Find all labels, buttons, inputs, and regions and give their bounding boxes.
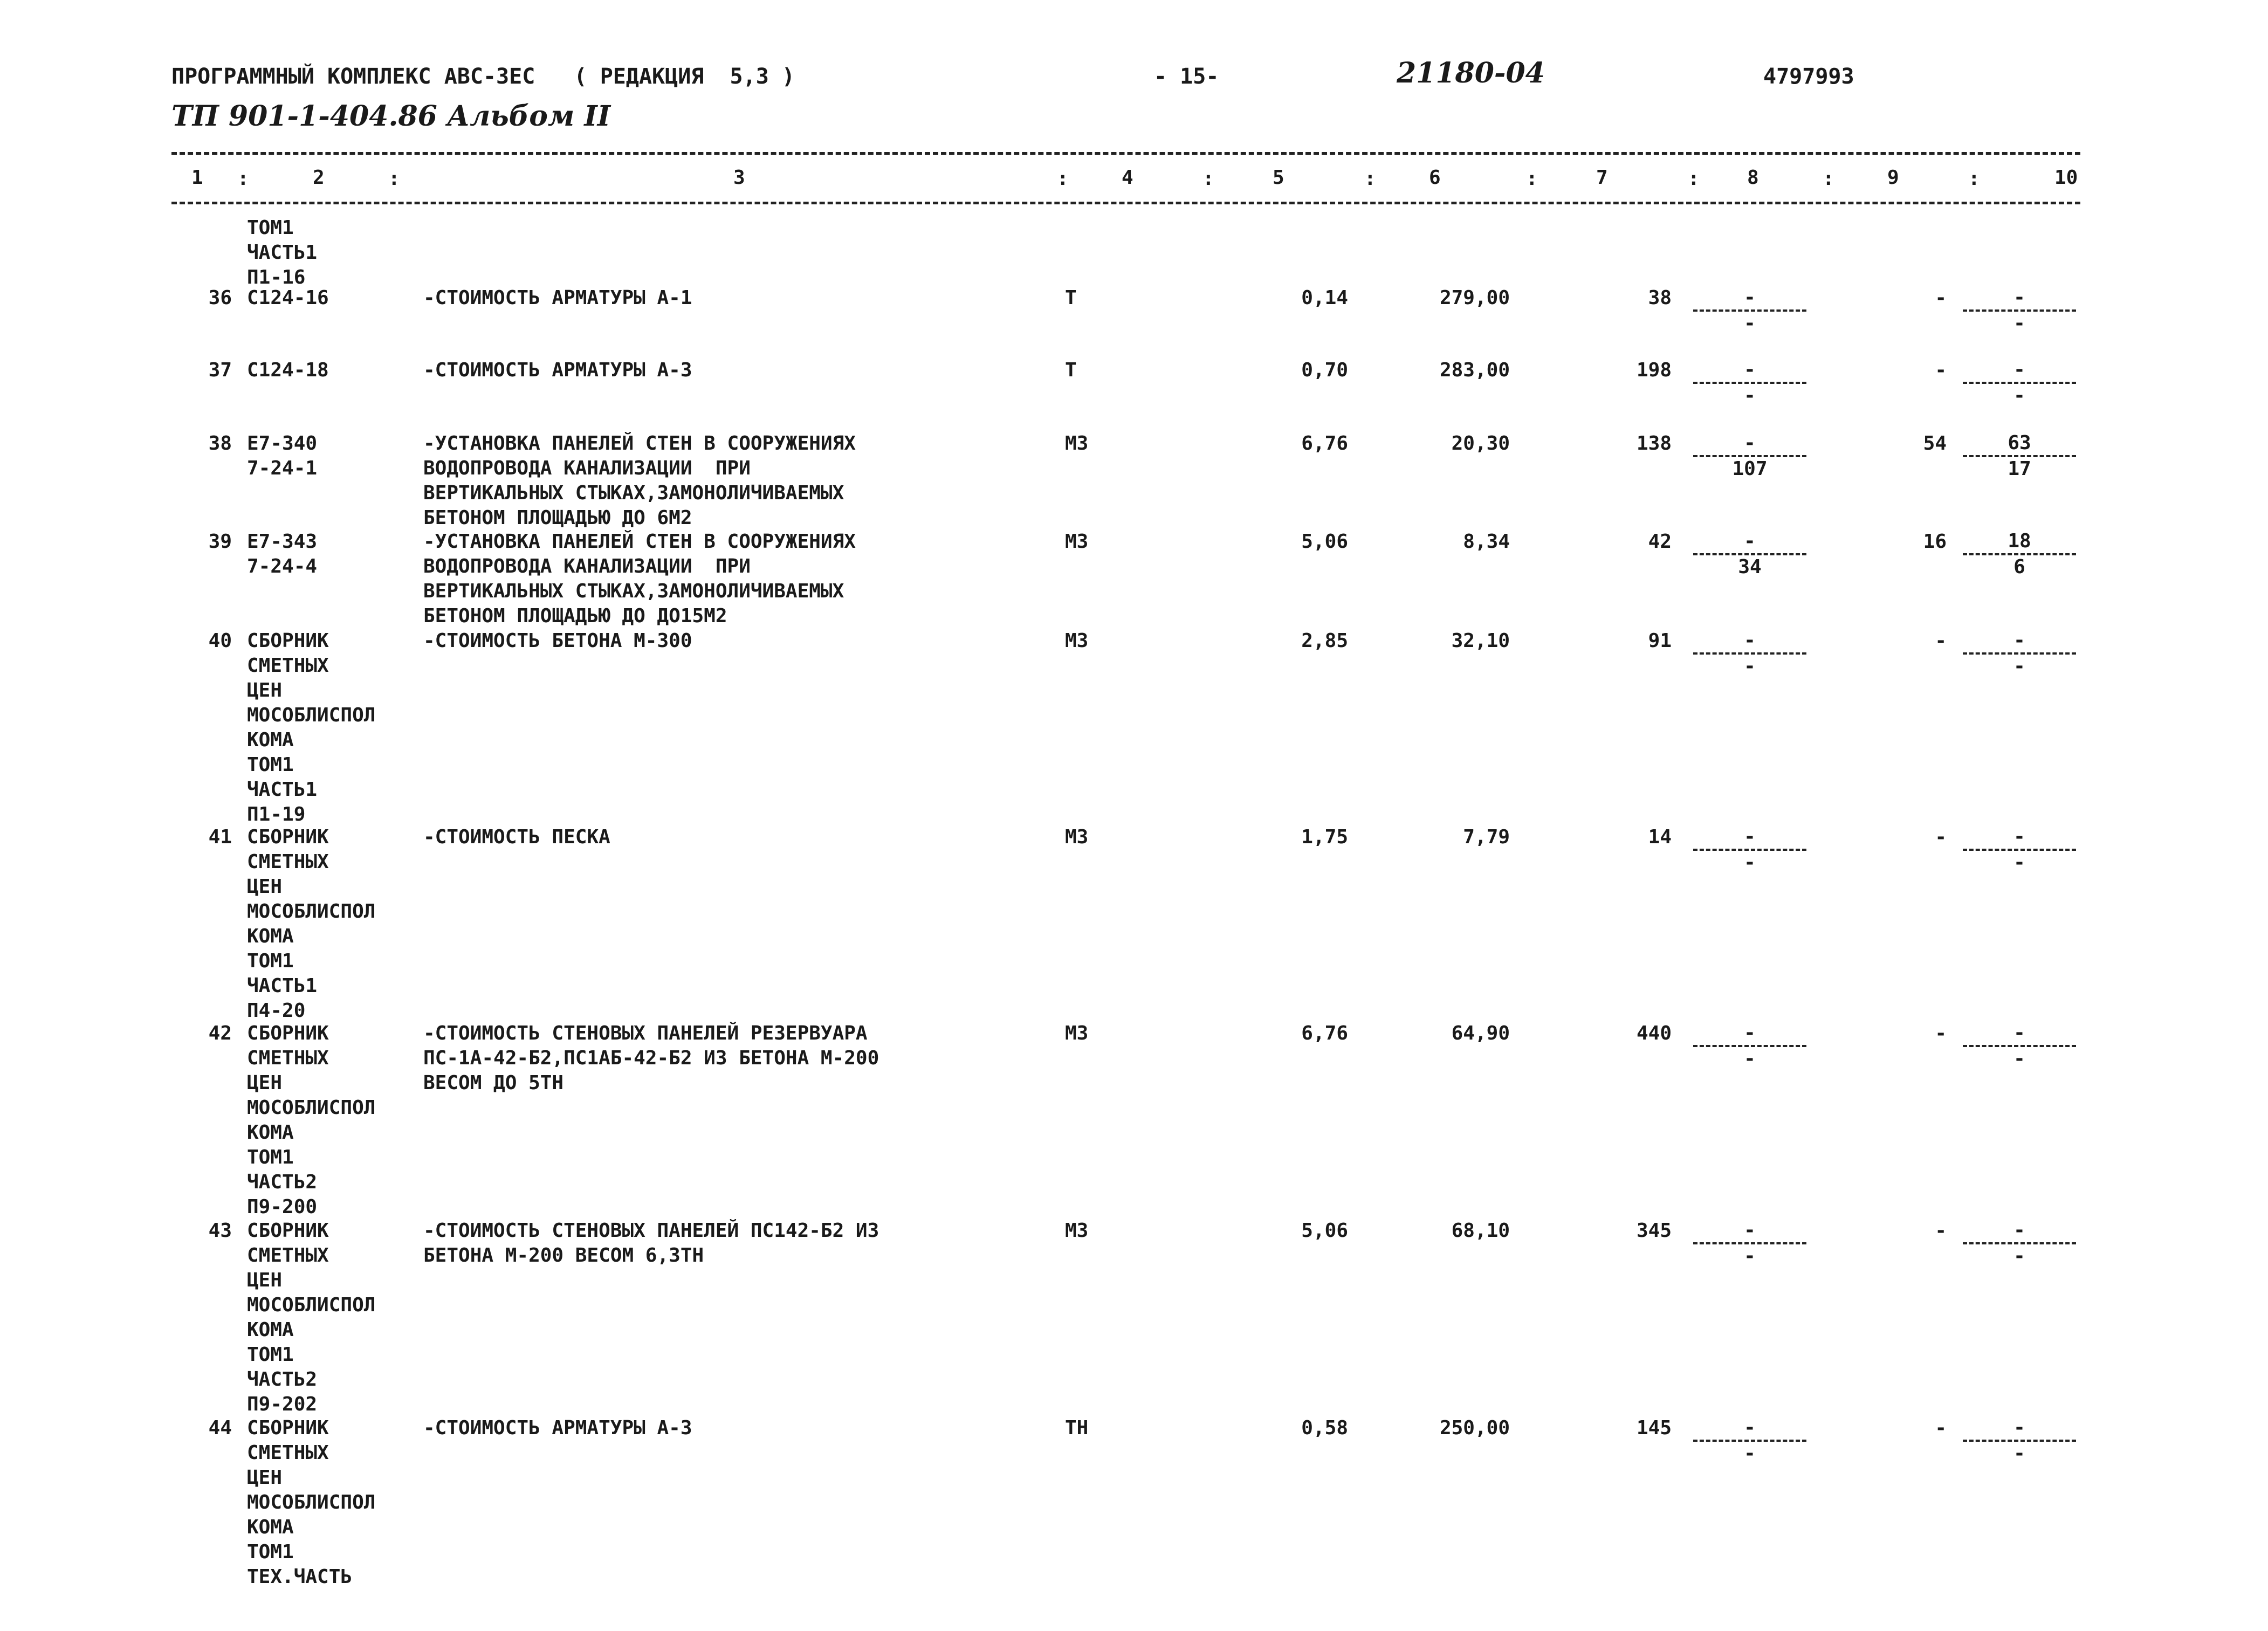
row-description-line: ВЕСОМ ДО 5ТН <box>423 1072 564 1094</box>
row-col10-fraction-denominator: - <box>2013 312 2025 334</box>
row-code-line: КОМА <box>247 1319 294 1341</box>
row-col10-fraction-numerator: - <box>2013 359 2025 381</box>
column-header-9: 9 <box>1887 167 1899 189</box>
row-quantity: 5,06 <box>1301 531 1348 553</box>
row-code-line: ТОМ1 <box>247 1541 294 1563</box>
row-number: 41 <box>208 826 232 848</box>
row-col10-fraction <box>1963 529 2076 579</box>
row-code-line: ЧАСТЬ2 <box>247 1368 318 1391</box>
row-code-line: СМЕТНЫХ <box>247 1244 329 1267</box>
row-code-line: ЧАСТЬ1 <box>247 779 318 801</box>
row-unit: М3 <box>1065 1022 1089 1044</box>
row-code-line: КОМА <box>247 1516 294 1538</box>
row-code-line: МОСОБЛИСПОЛ <box>247 1294 376 1316</box>
row-col8-fraction-denominator: - <box>1744 655 1756 677</box>
row-col10-fraction-denominator: 6 <box>2013 556 2025 578</box>
row-col10-fraction <box>1963 825 2076 875</box>
column-header-2: 2 <box>313 167 325 189</box>
row-col8-fraction-denominator: - <box>1744 1245 1756 1267</box>
row-code-line: Е7-343 <box>247 531 318 553</box>
column-separator: : <box>1526 168 1538 190</box>
row-col10-fraction <box>1963 629 2076 678</box>
row-col8-fraction <box>1693 629 1806 678</box>
column-header-5: 5 <box>1273 167 1284 189</box>
row-unit: М3 <box>1065 432 1089 455</box>
row-total: 14 <box>1648 826 1672 848</box>
row-total: 440 <box>1636 1022 1672 1044</box>
row-description-line: -СТОИМОСТЬ АРМАТУРЫ А-3 <box>423 1417 692 1439</box>
page-number: - 15- <box>1154 64 1219 89</box>
row-code-line: ЦЕН <box>247 1072 283 1094</box>
continuation-code-line: ЧАСТЬ1 <box>247 242 318 264</box>
row-col10-fraction-denominator: - <box>2013 851 2025 873</box>
column-header-4: 4 <box>1122 167 1133 189</box>
row-col10-fraction-denominator: - <box>2013 1442 2025 1464</box>
row-col8-fraction-numerator: - <box>1744 359 1756 381</box>
table-top-rule <box>171 152 2080 155</box>
column-separator: : <box>1823 168 1834 190</box>
row-col8-fraction-numerator: - <box>1744 629 1756 651</box>
row-unit: Т <box>1065 287 1077 309</box>
row-col8-fraction-numerator: - <box>1744 1416 1756 1439</box>
album-reference: ТП 901-1-404.86 Альбом II <box>171 100 611 133</box>
row-total: 138 <box>1636 432 1672 455</box>
row-description-line: -СТОИМОСТЬ АРМАТУРЫ А-3 <box>423 359 692 381</box>
row-unit-price: 8,34 <box>1463 531 1510 553</box>
row-col8-fraction-denominator: - <box>1744 1048 1756 1070</box>
row-code-line: ЦЕН <box>247 679 283 701</box>
row-col10-fraction-denominator: - <box>2013 1245 2025 1267</box>
row-col8-fraction-denominator: - <box>1744 312 1756 334</box>
column-separator: : <box>1057 168 1069 190</box>
row-total: 38 <box>1648 287 1672 309</box>
row-unit: М3 <box>1065 630 1089 652</box>
row-col9: - <box>1935 359 1947 381</box>
row-col10-fraction <box>1963 1021 2076 1071</box>
row-col9: 16 <box>1923 531 1947 553</box>
column-separator: : <box>1968 168 1980 190</box>
row-col8-fraction <box>1693 529 1806 579</box>
column-header-10: 10 <box>2054 167 2078 189</box>
row-col9: - <box>1935 630 1947 652</box>
row-code-line: Е7-340 <box>247 432 318 455</box>
column-separator: : <box>388 168 400 190</box>
row-col10-fraction <box>1963 431 2076 481</box>
document-code: 21180-04 <box>1397 57 1545 90</box>
row-total: 91 <box>1648 630 1672 652</box>
row-description-line: ВОДОПРОВОДА КАНАЛИЗАЦИИ ПРИ <box>423 555 751 577</box>
column-header-6: 6 <box>1429 167 1441 189</box>
row-code-line: СМЕТНЫХ <box>247 1047 329 1069</box>
continuation-code-line: П1-16 <box>247 266 306 288</box>
row-code-line: ЦЕН <box>247 1269 283 1291</box>
row-total: 42 <box>1648 531 1672 553</box>
row-col8-fraction-numerator: - <box>1744 1219 1756 1241</box>
row-col9: - <box>1935 287 1947 309</box>
row-col8-fraction-numerator: - <box>1744 825 1756 848</box>
row-number: 40 <box>208 630 232 652</box>
row-code-line: П9-200 <box>247 1196 318 1218</box>
row-number: 36 <box>208 287 232 309</box>
row-code-line: МОСОБЛИСПОЛ <box>247 900 376 923</box>
column-separator: : <box>237 168 249 190</box>
row-col8-fraction-numerator: - <box>1744 286 1756 308</box>
row-col8-fraction <box>1693 431 1806 481</box>
row-unit-price: 250,00 <box>1439 1417 1510 1439</box>
row-col10-fraction <box>1963 286 2076 335</box>
column-header-8: 8 <box>1747 167 1759 189</box>
row-code-line: ТОМ1 <box>247 950 294 972</box>
row-code-line: ТОМ1 <box>247 1146 294 1168</box>
row-col10-fraction-numerator: - <box>2013 1416 2025 1439</box>
row-description-line: -УСТАНОВКА ПАНЕЛЕЙ СТЕН В СООРУЖЕНИЯХ <box>423 432 856 455</box>
row-col10-fraction-numerator: 18 <box>2008 530 2031 552</box>
row-code-line: С124-18 <box>247 359 329 381</box>
row-unit-price: 20,30 <box>1451 432 1510 455</box>
row-col8-fraction-denominator: - <box>1744 384 1756 407</box>
row-quantity: 2,85 <box>1301 630 1348 652</box>
row-description-line: -УСТАНОВКА ПАНЕЛЕЙ СТЕН В СООРУЖЕНИЯХ <box>423 531 856 553</box>
row-number: 44 <box>208 1417 232 1439</box>
row-col10-fraction <box>1963 358 2076 408</box>
row-unit-price: 7,79 <box>1463 826 1510 848</box>
row-col8-fraction-denominator: 34 <box>1738 556 1762 578</box>
row-col10-fraction-numerator: - <box>2013 1219 2025 1241</box>
document-id: 4797993 <box>1763 64 1854 89</box>
row-quantity: 0,58 <box>1301 1417 1348 1439</box>
row-unit-price: 279,00 <box>1439 287 1510 309</box>
row-description-line: БЕТОНА М-200 ВЕСОМ 6,3ТН <box>423 1244 704 1267</box>
row-code-line: 7-24-1 <box>247 457 318 479</box>
row-code-line: ТОМ1 <box>247 754 294 776</box>
row-code-line: С124-16 <box>247 287 329 309</box>
row-unit-price: 283,00 <box>1439 359 1510 381</box>
row-code-line: СБОРНИК <box>247 1022 329 1044</box>
row-col9: - <box>1935 826 1947 848</box>
row-number: 43 <box>208 1220 232 1242</box>
row-description-line: -СТОИМОСТЬ СТЕНОВЫХ ПАНЕЛЕЙ РЕЗЕРВУАРА <box>423 1022 868 1044</box>
table-header-rule <box>171 202 2080 204</box>
row-code-line: СМЕТНЫХ <box>247 655 329 677</box>
row-col10-fraction-denominator: - <box>2013 384 2025 407</box>
row-code-line: П4-20 <box>247 1000 306 1022</box>
column-separator: : <box>1364 168 1376 190</box>
row-total: 198 <box>1636 359 1672 381</box>
row-code-line: ТЕХ.ЧАСТЬ <box>247 1566 353 1588</box>
row-description-line: ВЕРТИКАЛЬНЫХ СТЫКАХ,ЗАМОНОЛИЧИВАЕМЫХ <box>423 482 844 504</box>
row-number: 39 <box>208 531 232 553</box>
row-code-line: СБОРНИК <box>247 826 329 848</box>
row-quantity: 6,76 <box>1301 1022 1348 1044</box>
row-col8-fraction-denominator: - <box>1744 851 1756 873</box>
row-quantity: 1,75 <box>1301 826 1348 848</box>
row-quantity: 0,70 <box>1301 359 1348 381</box>
row-col8-fraction-denominator: - <box>1744 1442 1756 1464</box>
row-description-line: ВЕРТИКАЛЬНЫХ СТЫКАХ,ЗАМОНОЛИЧИВАЕМЫХ <box>423 580 844 602</box>
row-description-line: ПС-1А-42-Б2,ПС1АБ-42-Б2 ИЗ БЕТОНА М-200 <box>423 1047 879 1069</box>
row-unit: Т <box>1065 359 1077 381</box>
column-separator: : <box>1202 168 1214 190</box>
row-code-line: СМЕТНЫХ <box>247 1442 329 1464</box>
row-col8-fraction <box>1693 286 1806 335</box>
row-col8-fraction-numerator: - <box>1744 432 1756 454</box>
row-number: 42 <box>208 1022 232 1044</box>
row-code-line: П9-202 <box>247 1393 318 1415</box>
row-col8-fraction <box>1693 1219 1806 1268</box>
row-code-line: КОМА <box>247 925 294 947</box>
row-code-line: МОСОБЛИСПОЛ <box>247 704 376 726</box>
column-header-7: 7 <box>1596 167 1608 189</box>
row-code-line: П1-19 <box>247 803 306 825</box>
row-code-line: СБОРНИК <box>247 630 329 652</box>
row-unit: М3 <box>1065 826 1089 848</box>
row-total: 145 <box>1636 1417 1672 1439</box>
row-unit-price: 64,90 <box>1451 1022 1510 1044</box>
row-code-line: ТОМ1 <box>247 1344 294 1366</box>
row-col9: 54 <box>1923 432 1947 455</box>
row-code-line: КОМА <box>247 1121 294 1144</box>
row-col10-fraction-numerator: - <box>2013 629 2025 651</box>
row-description-line: ВОДОПРОВОДА КАНАЛИЗАЦИИ ПРИ <box>423 457 751 479</box>
row-number: 37 <box>208 359 232 381</box>
row-description-line: -СТОИМОСТЬ ПЕСКА <box>423 826 610 848</box>
row-col8-fraction <box>1693 1416 1806 1465</box>
row-col10-fraction <box>1963 1219 2076 1268</box>
row-col8-fraction-numerator: - <box>1744 530 1756 552</box>
row-description-line: -СТОИМОСТЬ АРМАТУРЫ А-1 <box>423 287 692 309</box>
row-col9: - <box>1935 1417 1947 1439</box>
row-col8-fraction-denominator: 107 <box>1732 458 1768 480</box>
column-separator: : <box>1688 168 1700 190</box>
row-description-line: БЕТОНОМ ПЛОЩАДЬЮ ДО ДО15М2 <box>423 605 727 627</box>
continuation-code-line: ТОМ1 <box>247 217 294 239</box>
row-description-line: -СТОИМОСТЬ БЕТОНА М-300 <box>423 630 692 652</box>
row-code-line: 7-24-4 <box>247 555 318 577</box>
row-col10-fraction-denominator: 17 <box>2008 458 2031 480</box>
program-title: ПРОГРАММНЫЙ КОМПЛЕКС АВС-3ЕС ( РЕДАКЦИЯ 5,3 ) <box>171 64 795 89</box>
row-code-line: ЧАСТЬ1 <box>247 975 318 997</box>
row-description-line: БЕТОНОМ ПЛОЩАДЬЮ ДО 6М2 <box>423 507 692 529</box>
row-description-line: -СТОИМОСТЬ СТЕНОВЫХ ПАНЕЛЕЙ ПС142-Б2 ИЗ <box>423 1220 879 1242</box>
row-code-line: МОСОБЛИСПОЛ <box>247 1097 376 1119</box>
row-col8-fraction <box>1693 358 1806 408</box>
row-code-line: СБОРНИК <box>247 1417 329 1439</box>
row-col8-fraction <box>1693 1021 1806 1071</box>
row-quantity: 5,06 <box>1301 1220 1348 1242</box>
row-col9: - <box>1935 1022 1947 1044</box>
row-code-line: КОМА <box>247 729 294 751</box>
row-code-line: СБОРНИК <box>247 1220 329 1242</box>
row-col10-fraction-numerator: - <box>2013 286 2025 308</box>
row-col10-fraction-denominator: - <box>2013 1048 2025 1070</box>
row-unit: ТН <box>1065 1417 1089 1439</box>
row-unit-price: 32,10 <box>1451 630 1510 652</box>
row-total: 345 <box>1636 1220 1672 1242</box>
row-col9: - <box>1935 1220 1947 1242</box>
row-unit: М3 <box>1065 1220 1089 1242</box>
row-col8-fraction-numerator: - <box>1744 1022 1756 1044</box>
row-col10-fraction-numerator: - <box>2013 825 2025 848</box>
row-col10-fraction-numerator: 63 <box>2008 432 2031 454</box>
row-col10-fraction-denominator: - <box>2013 655 2025 677</box>
row-code-line: ЦЕН <box>247 876 283 898</box>
row-unit-price: 68,10 <box>1451 1220 1510 1242</box>
row-unit: М3 <box>1065 531 1089 553</box>
column-header-1: 1 <box>191 167 203 189</box>
row-code-line: СМЕТНЫХ <box>247 851 329 873</box>
row-code-line: ЧАСТЬ2 <box>247 1171 318 1193</box>
row-code-line: МОСОБЛИСПОЛ <box>247 1491 376 1513</box>
row-col8-fraction <box>1693 825 1806 875</box>
row-number: 38 <box>208 432 232 455</box>
row-quantity: 6,76 <box>1301 432 1348 455</box>
row-col10-fraction-numerator: - <box>2013 1022 2025 1044</box>
row-code-line: ЦЕН <box>247 1467 283 1489</box>
column-header-3: 3 <box>733 167 745 189</box>
row-quantity: 0,14 <box>1301 287 1348 309</box>
row-col10-fraction <box>1963 1416 2076 1465</box>
